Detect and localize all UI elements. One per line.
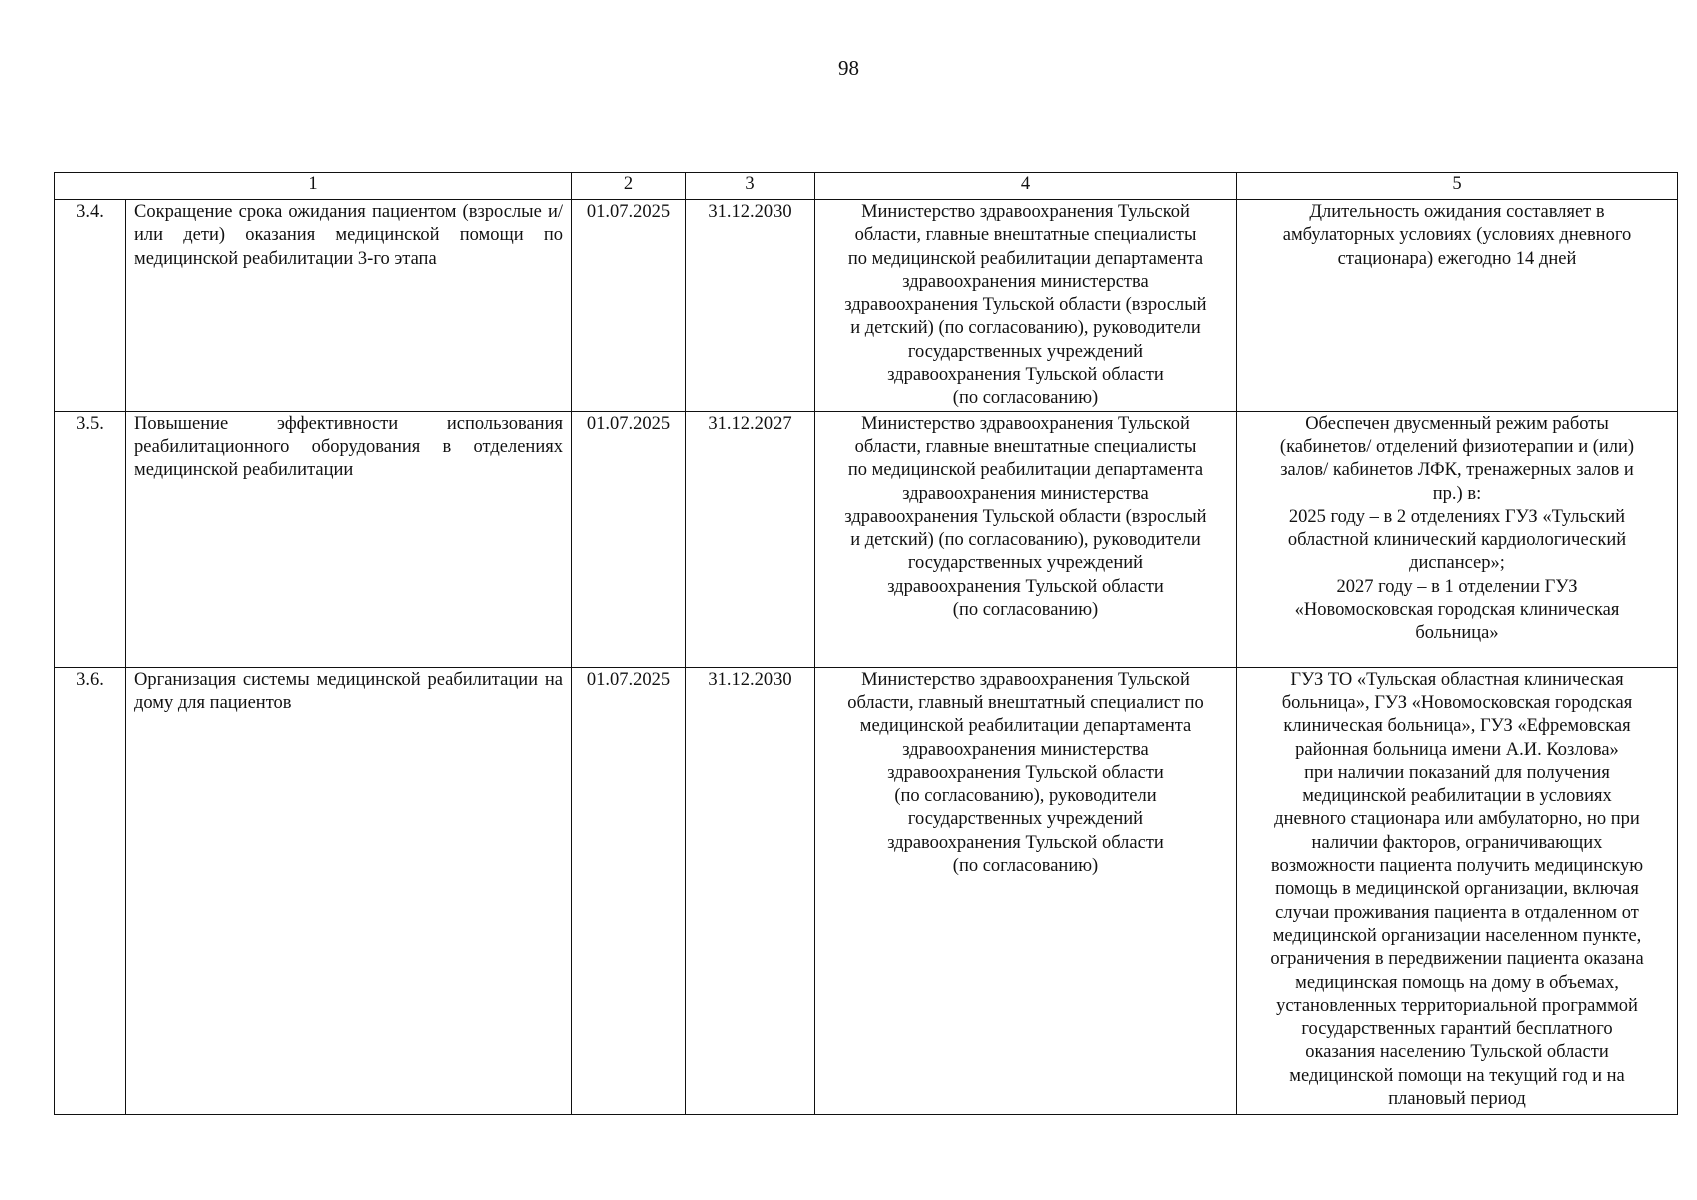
column-header-4: 4 [815,173,1237,200]
column-header-1: 1 [55,173,572,200]
column-header-2: 2 [572,173,686,200]
responsible-line: здравоохранения Тульской области (взрослый [844,295,1207,316]
expected-result [1237,200,1678,412]
start-date: 01.07.2025 [572,411,686,667]
responsible-line: по медицинской реабилитации департамента [847,248,1204,269]
responsible-line: здравоохранения Тульской области [887,832,1164,853]
table-row [55,411,1678,667]
expected-result [1237,411,1678,667]
task-description: Организация системы медицинской реабилитации на дому для пациентов [126,667,572,1114]
row-number: 3.5. [55,411,126,667]
responsible-line: и детский) (по согласованию), руководители [850,530,1201,551]
end-date: 31.12.2027 [686,411,815,667]
result-line: стационара) ежегодно 14 дней [1337,248,1577,269]
start-date: 01.07.2025 [572,200,686,412]
responsible-line: (по согласованию), руководители [894,786,1157,807]
responsible-line: по медицинской реабилитации департамента [847,460,1204,481]
responsible-line: Министерство здравоохранения Тульской [861,669,1190,690]
responsible-line: здравоохранения министерства [902,271,1149,292]
responsible-line: области, главные внештатные специалисты [854,436,1197,457]
result-line: наличии факторов, ограничивающих [1311,832,1603,853]
table-row [55,667,1678,1114]
result-line: медицинской организации населенном пункте, [1272,925,1642,946]
task-description: Сокращение срока ожидания пациентом (взрослые и/или дети) оказания медицинской помощи по медицинской реабилитации 3-го этапа [126,200,572,412]
responsible-line: здравоохранения министерства [902,483,1149,504]
result-line: Длительность ожидания составляет в [1309,202,1605,222]
column-header-5: 5 [1237,173,1678,200]
result-line: больница» [1415,623,1499,644]
end-date: 31.12.2030 [686,200,815,412]
result-line: случаи проживания пациента в отдаленном от [1275,902,1639,923]
result-line: диспансер»; [1409,553,1505,574]
responsible-executors [815,667,1237,1114]
task-description: Повышение эффективности использования реабилитационного оборудования в отделениях медицинской реабилитации [126,411,572,667]
result-line: возможности пациента получить медицинскую [1270,856,1644,877]
responsible-line: здравоохранения министерства [902,739,1149,760]
page-number: 98 [838,56,859,80]
measures-table [54,172,1678,1115]
table-header-row [55,173,1678,200]
responsible-line: медицинской реабилитации департамента [859,716,1192,737]
responsible-line: здравоохранения Тульской области [887,365,1164,386]
responsible-line: Министерство здравоохранения Тульской [861,413,1190,434]
result-line: залов/ кабинетов ЛФК, тренажерных залов и [1280,460,1634,481]
result-line: пр.) в: [1432,483,1482,504]
responsible-line: (по согласованию) [952,388,1099,409]
result-line: помощь в медицинской организации, включая [1275,879,1639,900]
result-line: медицинской помощи на текущий год и на [1289,1065,1625,1086]
result-line: медицинской реабилитации в условиях [1302,786,1612,807]
result-line: (кабинетов/ отделений физиотерапии и (или) [1279,436,1635,457]
responsible-line: области, главный внештатный специалист по [847,692,1204,713]
responsible-line: здравоохранения Тульской области (взрослый [844,506,1207,527]
result-line: амбулаторных условиях (условиях дневного [1282,225,1632,246]
result-line: оказания населению Тульской области [1305,1042,1609,1063]
result-line: ГУЗ ТО «Тульская областная клиническая [1290,669,1624,690]
responsible-line: и детский) (по согласованию), руководители [850,318,1201,339]
result-line: Обеспечен двусменный режим работы [1305,413,1609,434]
result-line: установленных территориальной программой [1276,995,1638,1016]
responsible-executors [815,411,1237,667]
responsible-line: государственных учреждений [907,553,1144,574]
result-line: «Новомосковская городская клиническая [1294,600,1620,621]
end-date: 31.12.2030 [686,667,815,1114]
result-line: областной клинический кардиологический [1287,530,1627,551]
result-line: ограничения в передвижении пациента оказана [1270,949,1644,970]
row-number: 3.4. [55,200,126,412]
result-line: при наличии показаний для получения [1304,762,1610,783]
responsible-line: здравоохранения Тульской области [887,576,1164,597]
table-row [55,200,1678,412]
responsible-line: Министерство здравоохранения Тульской [861,202,1190,222]
responsible-line: здравоохранения Тульской области [887,762,1164,783]
start-date: 01.07.2025 [572,667,686,1114]
responsible-line: (по согласованию) [952,600,1099,621]
result-line: 2025 году – в 2 отделениях ГУЗ «Тульский [1288,506,1626,527]
expected-result [1237,667,1678,1114]
row-number: 3.6. [55,667,126,1114]
result-line: больница», ГУЗ «Новомосковская городская [1281,692,1633,713]
result-line: плановый период [1388,1089,1526,1110]
result-line: медицинская помощь на дому в объемах, [1295,972,1619,993]
responsible-executors [815,200,1237,412]
result-line: 2027 году – в 1 отделении ГУЗ [1336,576,1578,597]
result-line: районная больница имени А.И. Козлова» [1295,739,1619,760]
result-line: клиническая больница», ГУЗ «Ефремовская [1283,716,1631,737]
responsible-line: государственных учреждений [907,809,1144,830]
column-header-3: 3 [686,173,815,200]
result-line: государственных гарантий бесплатного [1301,1019,1613,1040]
responsible-line: области, главные внештатные специалисты [854,225,1197,246]
result-line: дневного стационара или амбулаторно, но при [1274,809,1640,830]
responsible-line: (по согласованию) [952,856,1099,877]
responsible-line: государственных учреждений [907,341,1144,362]
